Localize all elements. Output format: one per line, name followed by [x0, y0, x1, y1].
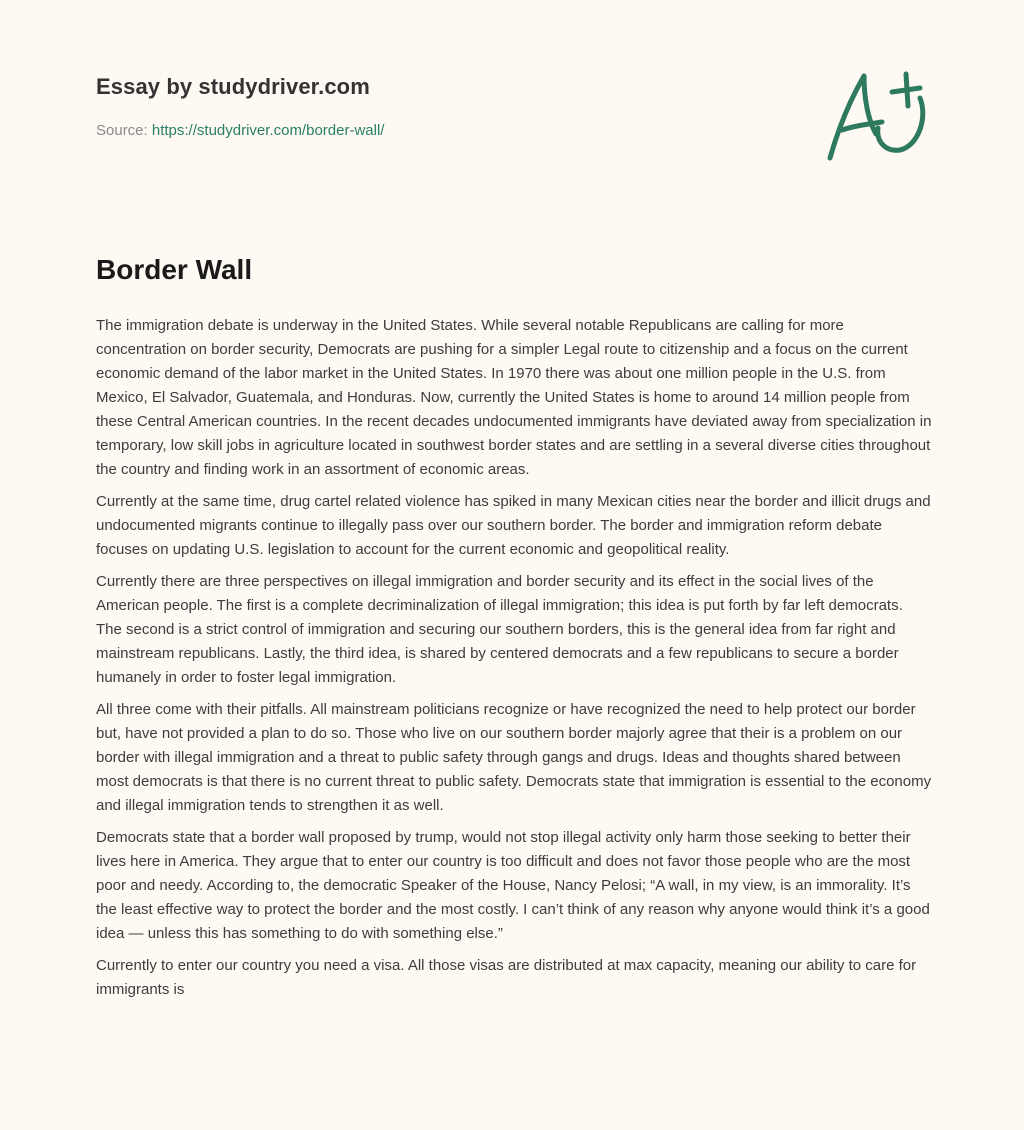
paragraph: The immigration debate is underway in the United States. While several notable Republicans are calling for more concentration on border security, Democrats are pushing for a simpler Legal route to citizenship and a focus on the current economic demand of the labor market in the United States. In 1970 there was about one million people in the U.S. from Mexico, El Salvador, Guatemala, and Honduras. Now, currently the United States is home to around 14 million people from these Central American countries. In the recent decades undocumented immigrants have deviated away from specialization in temporary, low skill jobs in agriculture located in southwest border states and are settling in a several diverse cities throughout the country and finding work in an assortment of economic areas. [96, 317, 932, 478]
a-plus-grade-icon [820, 68, 930, 168]
source-label: Source: [96, 122, 148, 139]
essay-header [96, 74, 384, 139]
paragraph: All three come with their pitfalls. All mainstream politicians recognize or have recognized the need to help protect our border but, have not provided a plan to do so. Those who live on our southern border majorly agree that their is a problem on our border with illegal immigration and a threat to public safety through gangs and drugs. Ideas and thoughts shared between most democrats is that there is no current threat to public safety. Democrats state that immigration is essential to the economy and illegal immigration tends to strengthen it as well. [96, 701, 932, 814]
source-line [96, 122, 384, 139]
site-title: Essay by studydriver.com [96, 74, 370, 99]
article-body [96, 314, 932, 1010]
paragraph: Currently there are three perspectives on illegal immigration and border security and its effect in the social lives of the American people. The first is a complete decriminalization of illegal immigration; this idea is put forth by far left democrats. The second is a strict control of immigration and securing our southern borders, this is the general idea from far right and mainstream republicans. Lastly, the third idea, is shared by centered democrats and a few republicans to secure a border humanely in order to foster legal immigration. [96, 573, 903, 686]
paragraph: Currently to enter our country you need a visa. All those visas are distributed at max capacity, meaning our ability to care for immigrants is [96, 957, 917, 998]
article-title: Border Wall [96, 254, 253, 285]
source-link[interactable]: https://studydriver.com/border-wall/ [151, 122, 385, 139]
paragraph: Currently at the same time, drug cartel related violence has spiked in many Mexican cities near the border and illicit drugs and undocumented migrants continue to illegally pass over our southern border. The border and immigration reform debate focuses on updating U.S. legislation to account for the current economic and geopolitical reality. [96, 493, 931, 558]
paragraph: Democrats state that a border wall proposed by trump, would not stop illegal activity only harm those seeking to better their lives here in America. They argue that to enter our country is too difficult and does not favor those people who are the most poor and needy. According to, the democratic Speaker of the House, Nancy Pelosi; “A wall, in my view, is an immorality. It’s the least effective way to protect the border and the most costly. I can’t think of any reason why anyone would think it’s a good idea — unless this has something to do with something else.” [96, 829, 930, 942]
